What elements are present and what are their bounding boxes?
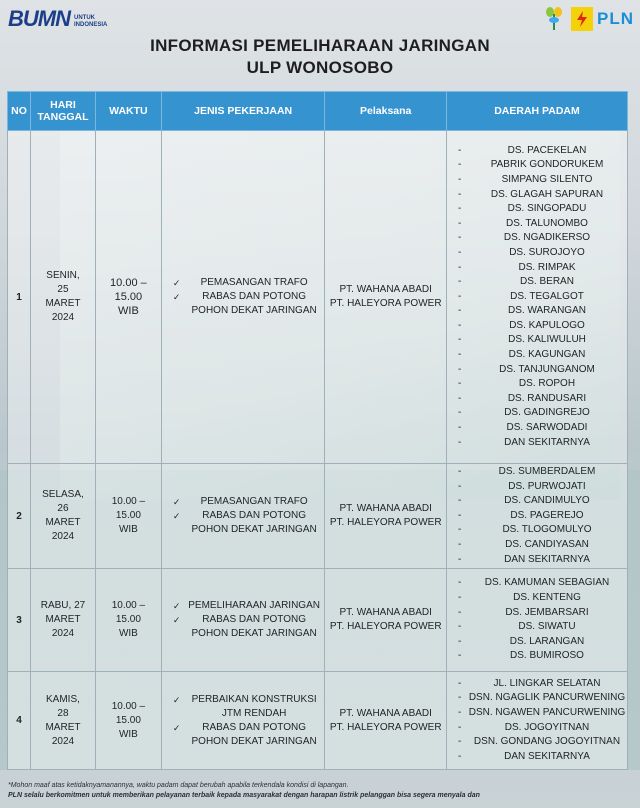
row-areas — [446, 464, 627, 569]
row-areas — [446, 131, 627, 464]
area-item: - DS. TEGALGOT — [458, 290, 626, 305]
leaf-emblem-icon — [543, 6, 565, 32]
page-title: INFORMASI PEMELIHARAAN JARINGAN — [150, 36, 490, 55]
area-item: - DSN. GONDANG JOGOYITNAN — [458, 735, 626, 750]
bumn-logo-subtext — [74, 15, 107, 29]
area-item: - DS. PACEKELAN — [458, 144, 626, 159]
row-executor — [325, 672, 447, 770]
column-header-time: WAKTU — [95, 92, 161, 131]
executor-line: PT. WAHANA ABADI — [339, 284, 432, 295]
row-number: 1 — [8, 131, 31, 464]
row-executor — [325, 464, 447, 569]
area-item: - DS. SUROJOYO — [458, 246, 626, 261]
work-item: ✓ RABAS DAN POTONG POHON DEKAT JARINGAN — [173, 290, 324, 318]
table-row — [8, 569, 628, 672]
executor-line: PT. HALEYORA POWER — [329, 517, 442, 529]
area-item: - DS. KENTENG — [458, 591, 626, 606]
area-item: - DS. PURWOJATI — [458, 480, 626, 495]
area-item: - DS. KAMUMAN SEBAGIAN — [458, 576, 626, 591]
executor-line: PT. HALEYORA POWER — [329, 721, 442, 733]
pln-logo-group — [543, 6, 634, 32]
column-header-executor: Pelaksana — [325, 92, 447, 131]
executor-line: PT. WAHANA ABADI — [339, 503, 432, 515]
maintenance-schedule-table — [7, 91, 628, 770]
row-date: RABU, 27 MARET 2024 — [30, 569, 95, 672]
lightning-bolt-icon — [571, 7, 593, 31]
area-item: - JL. LINGKAR SELATAN — [458, 677, 626, 692]
pln-logo — [571, 7, 634, 31]
bumn-logo-text: BUMN — [8, 6, 70, 31]
area-item: - DSN. NGAWEN PANCURWENING — [458, 706, 626, 721]
row-time: 10.00 – 15.00 WIB — [95, 131, 161, 464]
area-item: - DAN SEKITARNYA — [458, 750, 626, 765]
row-date: SELASA, 26 MARET 2024 — [30, 464, 95, 569]
bumn-sub-line1: UNTUK — [74, 15, 95, 21]
row-work — [161, 569, 325, 672]
table-header-row — [8, 92, 628, 131]
executor-line: PT. HALEYORA POWER — [329, 298, 442, 309]
row-executor — [325, 569, 447, 672]
row-time: 10.00 – 15.00 WIB — [95, 464, 161, 569]
area-item: - DS. RANDUSARI — [458, 392, 626, 407]
row-number: 2 — [8, 464, 31, 569]
area-item: - DS. ROPOH — [458, 377, 626, 392]
bumn-logo — [8, 6, 107, 32]
row-executor — [325, 131, 447, 464]
area-item: - DS. CANDIYASAN — [458, 538, 626, 553]
executor-line: PT. WAHANA ABADI — [339, 607, 432, 619]
area-item: - DS. JOGOYITNAN — [458, 721, 626, 736]
area-item: - DS. GADINGREJO — [458, 406, 626, 421]
area-item: - DSN. NGAGLIK PANCURWENING — [458, 691, 626, 706]
area-item: - DS. SUMBERDALEM — [458, 465, 626, 480]
area-item: - DAN SEKITARNYA — [458, 436, 626, 451]
row-number: 4 — [8, 672, 31, 770]
area-item: - SIMPANG SILENTO — [458, 173, 626, 188]
page-subtitle: ULP WONOSOBO — [246, 58, 394, 77]
area-item: - DS. CANDIMULYO — [458, 494, 626, 509]
area-item: - DS. KAPULOGO — [458, 319, 626, 334]
row-date: SENIN, 25 MARET 2024 — [30, 131, 95, 464]
area-item: - DS. GLAGAH SAPURAN — [458, 188, 626, 203]
area-item: - DS. TLOGOMULYO — [458, 523, 626, 538]
footer-note-commitment: PLN selalu berkomitmen untuk memberikan pelayanan terbaik kepada masyarakat dengan harapan listrik pelanggan bisa segera menyala dan — [8, 792, 480, 799]
area-item: - DS. LARANGAN — [458, 635, 626, 650]
column-header-work: JENIS PEKERJAAN — [161, 92, 325, 131]
area-item: - DS. SINGOPADU — [458, 202, 626, 217]
area-item: - DS. BUMIROSO — [458, 649, 626, 664]
column-header-area: DAERAH PADAM — [446, 92, 627, 131]
work-item: ✓ PEMELIHARAAN JARINGAN — [173, 599, 324, 613]
table-row — [8, 672, 628, 770]
work-item: ✓ PEMASANGAN TRAFO — [173, 495, 324, 509]
work-item: ✓ RABAS DAN POTONG POHON DEKAT JARINGAN — [173, 509, 324, 537]
pln-logo-text: PLN — [597, 9, 634, 28]
row-work — [161, 131, 325, 464]
executor-line: PT. HALEYORA POWER — [329, 621, 442, 633]
row-work — [161, 672, 325, 770]
row-date: KAMIS, 28 MARET 2024 — [30, 672, 95, 770]
row-time: 10.00 – 15.00 WIB — [95, 672, 161, 770]
row-time: 10.00 – 15.00 WIB — [95, 569, 161, 672]
area-item: - DS. BERAN — [458, 275, 626, 290]
area-item: - DS. PAGEREJO — [458, 509, 626, 524]
column-header-date: HARI TANGGAL — [30, 92, 95, 131]
executor-line: PT. WAHANA ABADI — [339, 707, 432, 719]
area-item: - DS. SIWATU — [458, 620, 626, 635]
area-item: - DS. TANJUNGANOM — [458, 363, 626, 378]
area-item: - DS. JEMBARSARI — [458, 606, 626, 621]
table-row — [8, 131, 628, 464]
area-item: - DS. NGADIKERSO — [458, 231, 626, 246]
area-item: - DS. RIMPAK — [458, 261, 626, 276]
footer-note-disclaimer: *Mohon maaf atas ketidaknyamanannya, waktu padam dapat berubah apabila terkendala kondisi di lapangan. — [8, 782, 349, 789]
bumn-sub-line2: INDONESIA — [74, 22, 108, 28]
table-row — [8, 464, 628, 569]
footer-notes — [8, 782, 634, 802]
area-item: - DS. TALUNOMBO — [458, 217, 626, 232]
area-item: - PABRIK GONDORUKEM — [458, 158, 626, 173]
work-item: ✓ PEMASANGAN TRAFO — [173, 276, 324, 290]
area-item: - DS. KALIWULUH — [458, 333, 626, 348]
area-item: - DS. WARANGAN — [458, 304, 626, 319]
work-item: ✓ RABAS DAN POTONG POHON DEKAT JARINGAN — [173, 613, 324, 641]
header — [0, 0, 640, 88]
work-item: ✓ RABAS DAN POTONG POHON DEKAT JARINGAN — [173, 721, 324, 749]
row-areas — [446, 672, 627, 770]
area-item: - DAN SEKITARNYA — [458, 553, 626, 568]
row-areas — [446, 569, 627, 672]
area-item: - DS. KAGUNGAN — [458, 348, 626, 363]
column-header-no: NO — [8, 92, 31, 131]
work-item: ✓ PERBAIKAN KONSTRUKSI JTM RENDAH — [173, 693, 324, 721]
area-item: - DS. SARWODADI — [458, 421, 626, 436]
row-work — [161, 464, 325, 569]
row-number: 3 — [8, 569, 31, 672]
